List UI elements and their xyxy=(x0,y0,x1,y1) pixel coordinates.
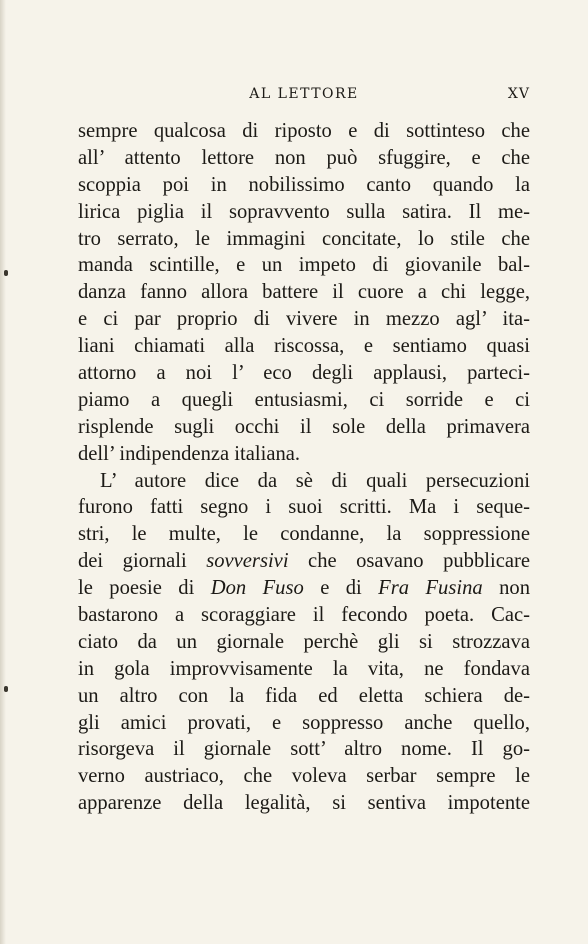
text-line: risorgeva il giornale sott’ altro nome. Il go- xyxy=(78,738,530,761)
text-line: L’ autore dice da sè di quali persecuzioni xyxy=(100,469,530,492)
text-line: sempre qualcosa di riposto e di sottinteso che xyxy=(78,120,530,142)
body-text xyxy=(78,118,530,817)
print-speck xyxy=(4,270,8,276)
text-line: piamo a quegli entusiasmi, ci sorride e ci xyxy=(78,388,530,411)
text-line: un altro con la fida ed eletta schiera de- xyxy=(78,684,530,707)
italic-run: sovversivi xyxy=(206,550,289,573)
text-line: apparenze della legalità, si sentiva impotente xyxy=(78,792,530,815)
text-line: furono fatti segno i suoi scritti. Ma i seque- xyxy=(78,496,530,519)
text-run: dei giornali xyxy=(78,550,207,573)
running-header xyxy=(78,86,530,108)
text-line: scoppia poi in nobilissimo canto quando la xyxy=(78,173,530,196)
text-line xyxy=(78,575,530,602)
text-line: liani chiamati alla riscossa, e sentiamo quasi xyxy=(78,335,530,358)
text-line: attorno a noi l’ eco degli applausi, parteci- xyxy=(78,362,530,385)
text-line: stri, le multe, le condanne, la soppressione xyxy=(78,523,530,546)
text-line xyxy=(78,548,530,575)
text-run: e di xyxy=(303,577,379,600)
text-line: lirica piglia il sopravvento sulla satira. Il me- xyxy=(78,200,530,223)
text-line: bastarono a scoraggiare il fecondo poeta. Cac- xyxy=(78,604,530,627)
text-line: all’ attento lettore non può sfuggire, e che xyxy=(78,146,530,169)
text-line: dell’ indipendenza italiana. xyxy=(78,442,301,465)
italic-run: Don Fuso xyxy=(210,577,304,600)
page-number: XV xyxy=(507,86,530,102)
text-line: ciato da un giornale perchè gli si strozzava xyxy=(78,630,530,653)
italic-run: Fra Fusina xyxy=(378,577,483,600)
text-line: danza fanno allora battere il cuore a chi legge, xyxy=(78,281,530,304)
running-title: AL LETTORE xyxy=(249,86,359,102)
text-run: che osavano pubblicare xyxy=(288,550,531,573)
text-run: le poesie di xyxy=(78,577,211,600)
text-line: gli amici provati, e soppresso anche quello, xyxy=(78,711,530,734)
page-gutter-shadow xyxy=(0,0,6,944)
text-line: tro serrato, le immagini concitate, lo stile che xyxy=(78,227,530,250)
print-speck xyxy=(4,686,8,692)
text-line: risplende sugli occhi il sole della primavera xyxy=(78,415,530,438)
text-line: manda scintille, e un impeto di giovanile bal- xyxy=(78,254,530,277)
text-line: verno austriaco, che voleva serbar sempre le xyxy=(78,765,530,788)
text-line: e ci par proprio di vivere in mezzo agl’ ita- xyxy=(78,308,530,331)
text-line: in gola improvvisamente la vita, ne fondava xyxy=(78,657,530,680)
text-run: non xyxy=(482,577,530,600)
